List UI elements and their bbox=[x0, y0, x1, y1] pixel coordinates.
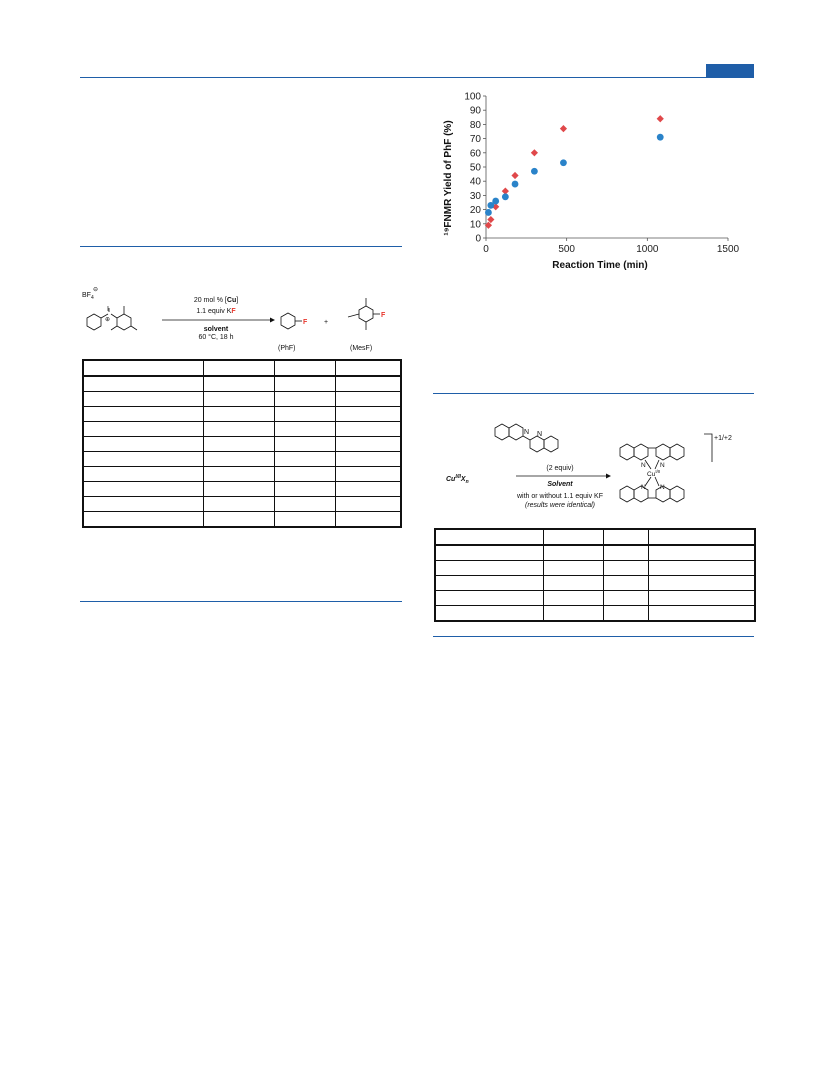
y-axis-label: ¹⁹FNMR Yield of PhF (%) bbox=[443, 120, 454, 236]
yield-vs-time-chart bbox=[436, 88, 754, 278]
complex-charge: +1/+2 bbox=[714, 435, 732, 442]
minus-charge: ⊖ bbox=[93, 287, 99, 293]
y-tick-label: 70 bbox=[469, 134, 481, 146]
identical-note: (results were identical) bbox=[524, 502, 596, 509]
y-tick-label: 100 bbox=[464, 91, 481, 103]
table-row bbox=[83, 392, 401, 407]
complex-metal: $Cu^{I/II}$ bbox=[647, 469, 661, 478]
data-point-circle bbox=[512, 181, 519, 188]
data-point-diamond bbox=[657, 115, 664, 122]
header-page-tab bbox=[706, 64, 754, 78]
table-row bbox=[83, 437, 401, 452]
x-tick-label: 0 bbox=[483, 244, 489, 255]
product-label-mesf: (MesF) bbox=[350, 345, 373, 352]
ligand-n-2: N bbox=[537, 431, 543, 438]
iodine-atom: I bbox=[107, 306, 109, 313]
y-tick-label: 30 bbox=[469, 190, 481, 202]
data-point-circle bbox=[492, 198, 499, 205]
y-tick-label: 10 bbox=[469, 219, 481, 231]
table-row bbox=[83, 376, 401, 392]
table-row bbox=[435, 545, 755, 561]
complex-n-4: N bbox=[660, 484, 665, 491]
y-tick-label: 60 bbox=[469, 148, 481, 160]
condition-catalyst: 20 mol % [Cu] bbox=[193, 297, 239, 304]
mesityl-ring-product bbox=[359, 306, 373, 322]
copper-reagent: $Cu^{I/II}X_n$ bbox=[446, 474, 469, 485]
copper-complex-scheme bbox=[436, 414, 754, 522]
table-2 bbox=[434, 528, 756, 622]
complex-n-3: N bbox=[641, 484, 646, 491]
table-row bbox=[83, 452, 401, 467]
table-header-row bbox=[83, 360, 401, 376]
data-point-diamond bbox=[531, 149, 538, 156]
right-section-rule-2 bbox=[433, 636, 754, 637]
y-tick-label: 80 bbox=[469, 119, 481, 131]
mesityl-ring-reactant bbox=[117, 314, 131, 330]
fluorine-atom-phf: F bbox=[303, 319, 308, 326]
right-section-rule-1 bbox=[433, 393, 754, 394]
ligand-n-1: N bbox=[524, 429, 530, 436]
data-point-diamond bbox=[560, 125, 567, 132]
condition-solvent: solvent bbox=[203, 326, 229, 333]
x-tick-label: 500 bbox=[558, 244, 576, 255]
plus-charge: ⊕ bbox=[105, 317, 111, 323]
data-point-circle bbox=[531, 168, 538, 175]
condition-fluoride: 1.1 equiv KF bbox=[196, 308, 236, 315]
table-row bbox=[83, 482, 401, 497]
complex-n-2: N bbox=[660, 462, 665, 469]
condition-temperature: 60 °C, 18 h bbox=[198, 334, 234, 341]
kf-note: with or without 1.1 equiv KF bbox=[517, 493, 603, 500]
table-row bbox=[83, 407, 401, 422]
solvent-label: Solvent bbox=[547, 481, 573, 488]
table-row bbox=[83, 497, 401, 512]
counterion-label: $BF_4$ bbox=[82, 292, 94, 301]
table-1 bbox=[82, 359, 402, 528]
x-axis-label: Reaction Time (min) bbox=[552, 260, 648, 271]
fluorine-atom-mesf: F bbox=[381, 312, 386, 319]
phenyl-ring-product bbox=[281, 313, 295, 329]
y-tick-label: 50 bbox=[469, 162, 481, 174]
left-section-rule-2 bbox=[80, 601, 402, 602]
plus-symbol: + bbox=[324, 319, 329, 326]
table-row bbox=[435, 561, 755, 576]
data-point-circle bbox=[560, 159, 567, 166]
complex-n-1: N bbox=[641, 462, 646, 469]
left-section-rule-1 bbox=[80, 246, 402, 247]
table-header-row bbox=[435, 529, 755, 545]
data-point-circle bbox=[502, 193, 509, 200]
table-row bbox=[435, 606, 755, 622]
y-tick-label: 40 bbox=[469, 176, 481, 188]
ligand-equiv: (2 equiv) bbox=[546, 465, 574, 472]
fluorination-scheme bbox=[80, 286, 402, 358]
data-point-circle bbox=[485, 209, 492, 216]
y-tick-label: 90 bbox=[469, 105, 481, 117]
table-row bbox=[435, 591, 755, 606]
table-row bbox=[83, 422, 401, 437]
table-row bbox=[83, 512, 401, 528]
data-point-diamond bbox=[511, 172, 518, 179]
phenyl-ring-reactant bbox=[87, 314, 101, 330]
table-row bbox=[83, 467, 401, 482]
x-tick-label: 1000 bbox=[636, 244, 659, 255]
x-tick-label: 1500 bbox=[716, 244, 740, 255]
data-point-circle bbox=[657, 134, 664, 141]
header-rule bbox=[80, 77, 754, 78]
y-tick-label: 0 bbox=[475, 233, 481, 245]
product-label-phf: (PhF) bbox=[278, 345, 296, 352]
table-row bbox=[435, 576, 755, 591]
y-tick-label: 20 bbox=[469, 205, 481, 217]
